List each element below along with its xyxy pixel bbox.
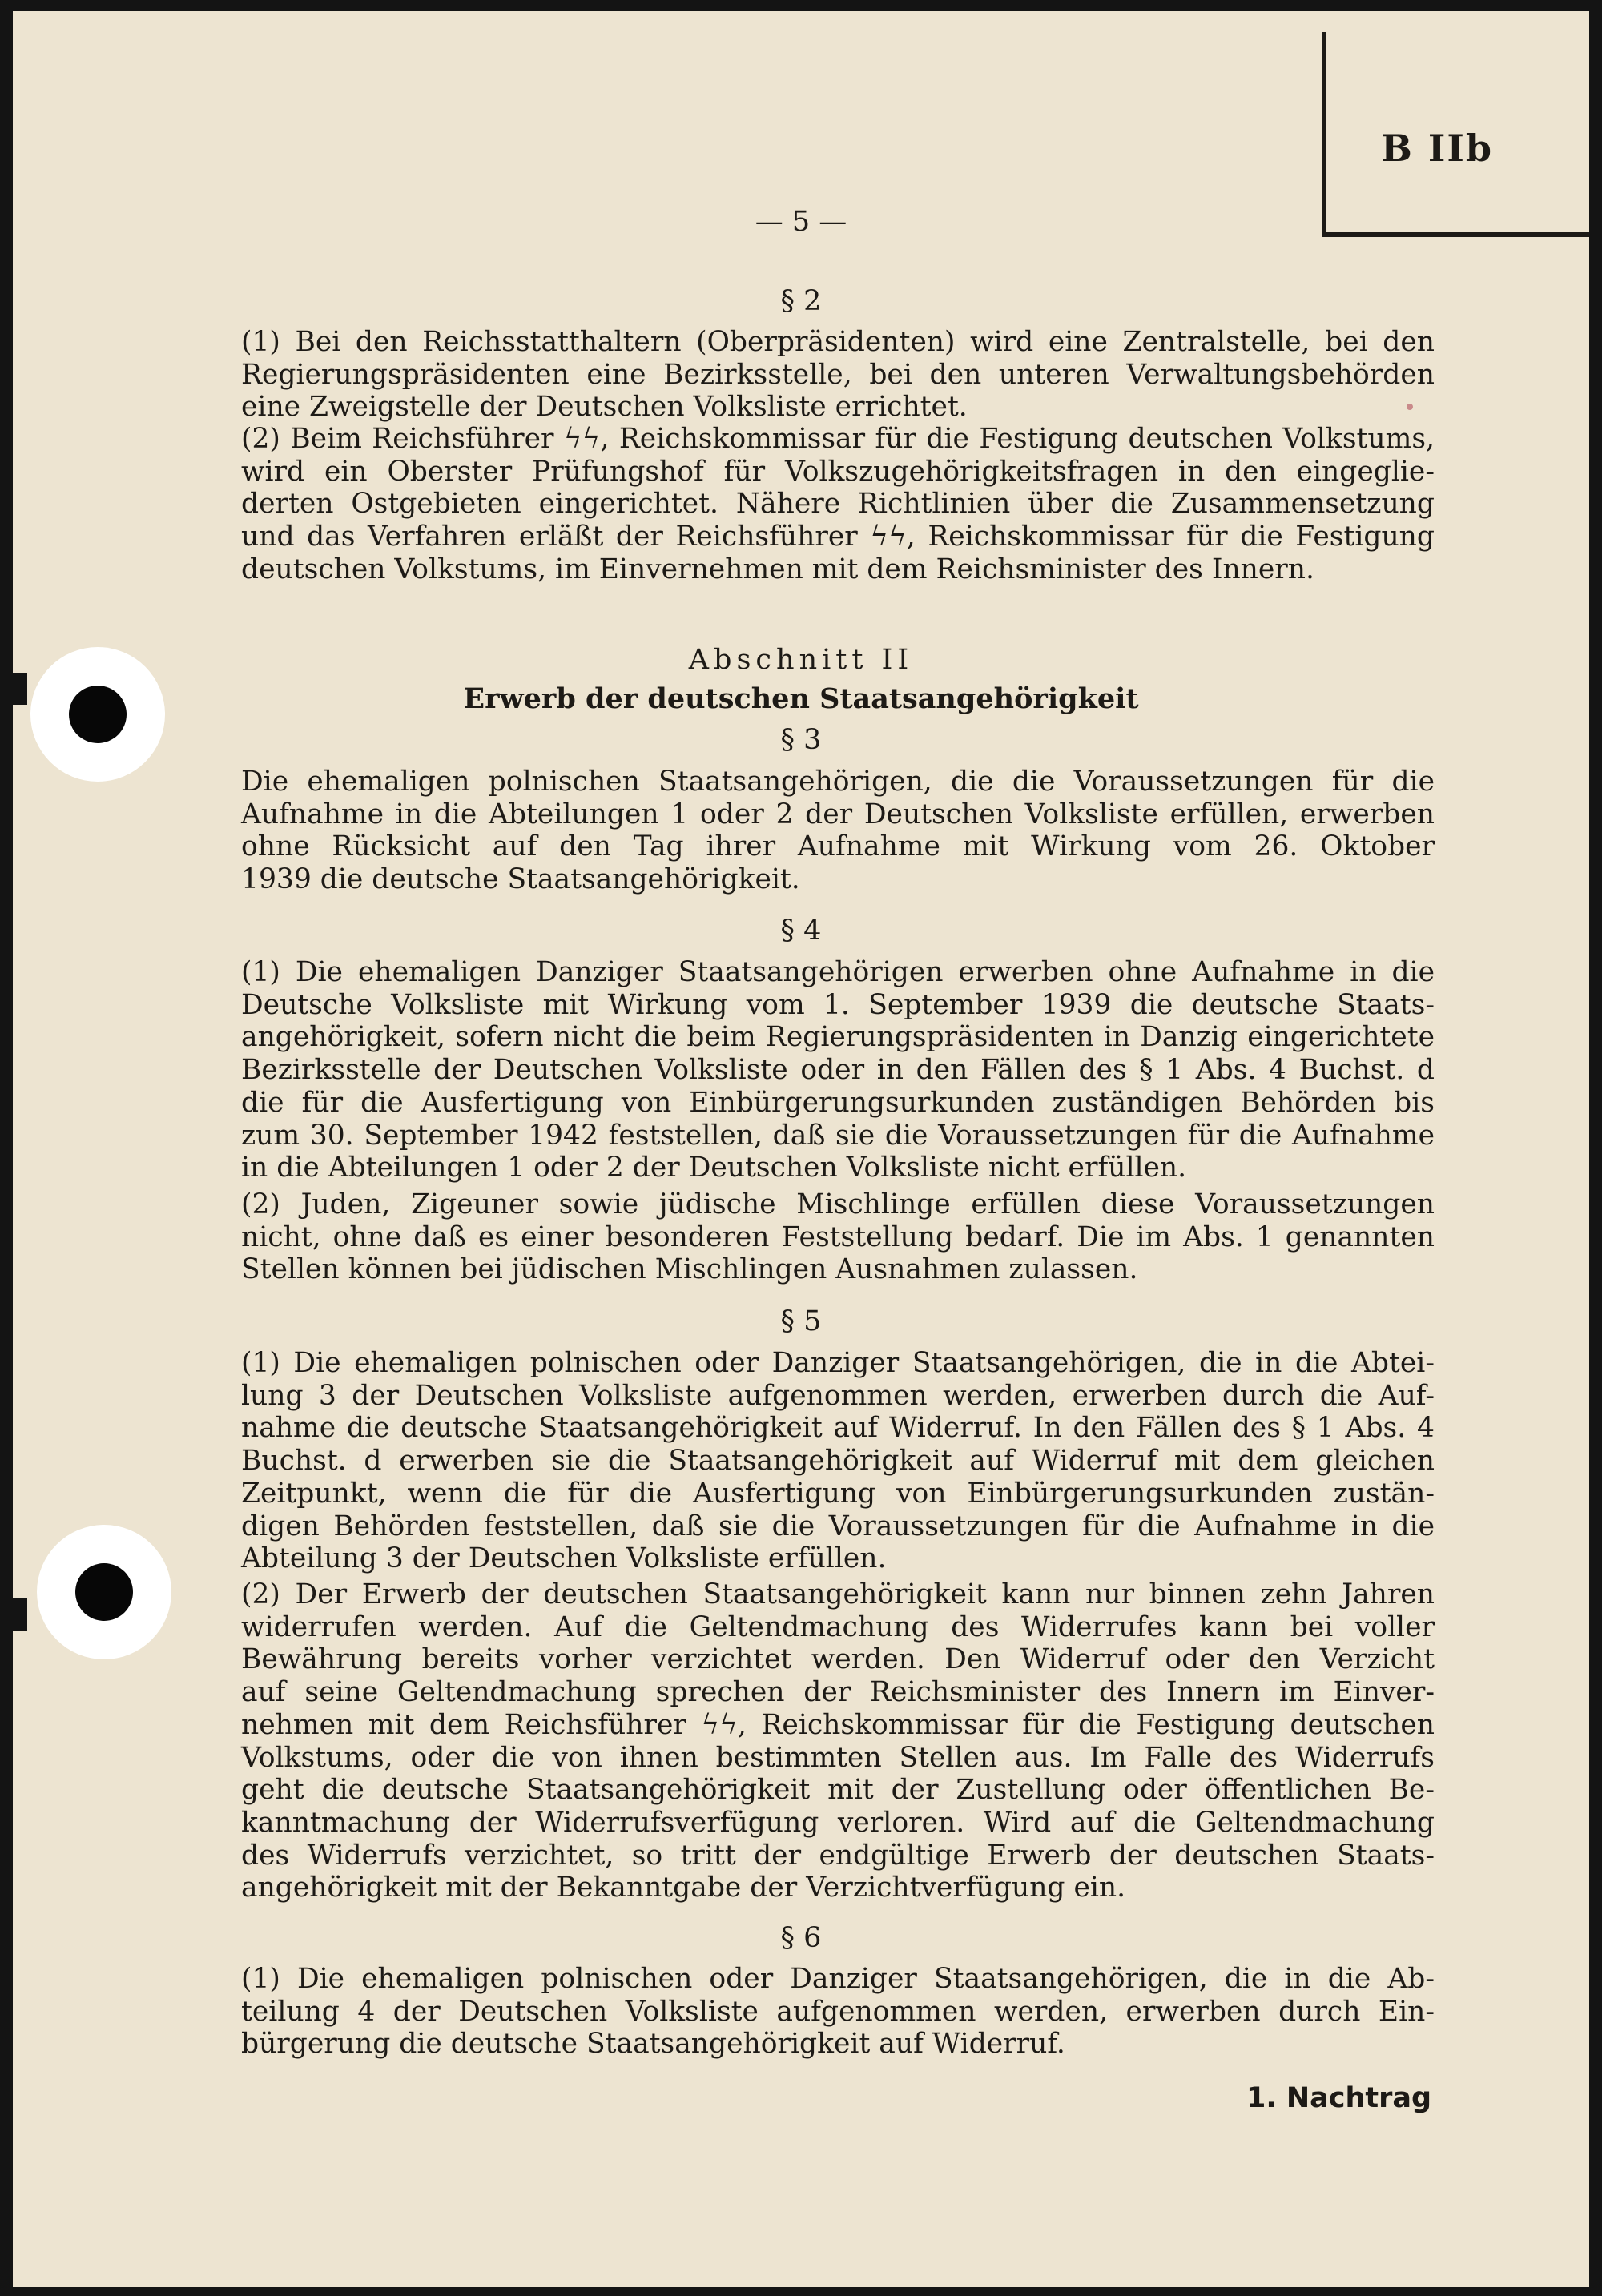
- text-line: Aufnahme in die Abteilungen 1 oder 2 der Deutschen Volksliste erfüllen, erwerben: [241, 798, 1435, 830]
- text-line: eine Zweigstelle der Deutschen Volksliste errichtet.: [241, 391, 968, 424]
- supplement-note: 1. Nachtrag: [1246, 2082, 1432, 2114]
- text-line: widerrufen werden. Auf die Geltendmachung des Widerrufes kann bei voller: [241, 1610, 1435, 1643]
- section-heading-3: § 3: [780, 724, 822, 756]
- text-line: (2) Beim Reichsführer ϟϟ, Reichskommissar für die Festigung deutschen Volkstums,: [241, 423, 1435, 455]
- text-line: Bewährung bereits vorher verzichtet werden. Den Widerruf oder den Verzicht: [241, 1643, 1435, 1676]
- section-heading-6: § 6: [780, 1922, 822, 1954]
- text-line: Deutsche Volksliste mit Wirkung vom 1. September 1939 die deutsche Staats-: [241, 988, 1435, 1021]
- chapter-title: Erwerb der deutschen Staatsangehörigkeit: [463, 682, 1139, 715]
- text-line: angehörigkeit mit der Bekanntgabe der Verzichtverfügung ein.: [241, 1872, 1126, 1904]
- edge-notch: [13, 1598, 27, 1631]
- text-line: (1) Bei den Reichsstatthaltern (Oberpräsidenten) wird eine Zentralstelle, bei den: [241, 326, 1435, 358]
- text-line: (2) Juden, Zigeuner sowie jüdische Mischlinge erfüllen diese Voraussetzungen: [241, 1188, 1435, 1220]
- text-line: kanntmachung der Widerrufsverfügung verloren. Wird auf die Geltendmachung: [241, 1806, 1435, 1839]
- document-page: [13, 11, 1589, 2287]
- text-line: bürgerung die deutsche Staatsangehörigkeit auf Widerruf.: [241, 2028, 1065, 2061]
- text-line: (2) Der Erwerb der deutschen Staatsangehörigkeit kann nur binnen zehn Jahren: [241, 1578, 1435, 1610]
- section-heading-2: § 2: [780, 285, 822, 317]
- section-heading-5: § 5: [780, 1305, 822, 1337]
- paragraph: [241, 956, 1435, 1184]
- text-line: angehörigkeit, sofern nicht die beim Regierungspräsidenten in Danzig eingerichtete: [241, 1021, 1435, 1054]
- paragraph: [241, 326, 1435, 424]
- paragraph: [241, 766, 1435, 896]
- text-line: nicht, ohne daß es einer besonderen Feststellung bedarf. Die im Abs. 1 genannten: [241, 1220, 1435, 1253]
- text-line: des Widerrufs verzichtet, so tritt der endgültige Erwerb der deutschen Staats-: [241, 1839, 1435, 1872]
- text-line: (1) Die ehemaligen polnischen oder Danziger Staatsangehörigen, die in die Abtei-: [241, 1347, 1435, 1379]
- text-line: teilung 4 der Deutschen Volksliste aufgenommen werden, erwerben durch Ein-: [241, 1995, 1435, 2028]
- page-number: — 5 —: [755, 206, 847, 238]
- text-line: geht die deutsche Staatsangehörigkeit mit der Zustellung oder öffentlichen Be-: [241, 1774, 1435, 1807]
- text-line: nehmen mit dem Reichsführer ϟϟ, Reichskommissar für die Festigung deutschen: [241, 1708, 1435, 1741]
- text-line: Volkstums, oder die von ihnen bestimmten Stellen aus. Im Falle des Widerrufs: [241, 1741, 1435, 1774]
- punch-hole: [37, 1525, 171, 1659]
- chapter-label: Abschnitt II: [688, 644, 914, 676]
- text-line: die für die Ausfertigung von Einbürgerungsurkunden zuständigen Behörden bis: [241, 1086, 1435, 1119]
- text-line: wird ein Oberster Prüfungshof für Volkszugehörigkeitsfragen in den eingeglie-: [241, 455, 1435, 488]
- text-line: (1) Die ehemaligen polnischen oder Danziger Staatsangehörigen, die in die Ab-: [241, 1963, 1435, 1995]
- text-line: Abteilung 3 der Deutschen Volksliste erfüllen.: [241, 1542, 887, 1575]
- paragraph: [241, 1963, 1435, 2061]
- text-line: und das Verfahren erläßt der Reichsführer ϟϟ, Reichskommissar für die Festigung: [241, 521, 1435, 553]
- paragraph: [241, 1347, 1435, 1575]
- text-line: nahme die deutsche Staatsangehörigkeit auf Widerruf. In den Fällen des § 1 Abs. 4: [241, 1412, 1435, 1445]
- paragraph: [241, 423, 1435, 586]
- text-line: Stellen können bei jüdischen Mischlingen Ausnahmen zulassen.: [241, 1253, 1138, 1286]
- text-line: in die Abteilungen 1 oder 2 der Deutschen Volksliste nicht erfüllen.: [241, 1152, 1187, 1184]
- text-line: Regierungspräsidenten eine Bezirksstelle, bei den unteren Verwaltungsbehörden: [241, 358, 1435, 391]
- text-line: ohne Rücksicht auf den Tag ihrer Aufnahme mit Wirkung vom 26. Oktober: [241, 830, 1435, 863]
- text-line: Die ehemaligen polnischen Staatsangehörigen, die die Voraussetzungen für die: [241, 766, 1435, 798]
- text-line: 1939 die deutsche Staatsangehörigkeit.: [241, 863, 800, 896]
- text-line: digen Behörden feststellen, daß sie die Voraussetzungen für die Aufnahme in die: [241, 1510, 1435, 1542]
- text-line: Zeitpunkt, wenn die für die Ausfertigung von Einbürgerungsurkunden zustän-: [241, 1477, 1435, 1510]
- text-line: deutschen Volkstums, im Einvernehmen mit dem Reichsminister des Innern.: [241, 553, 1314, 585]
- tab-label: B IIb: [1381, 127, 1494, 170]
- text-line: auf seine Geltendmachung sprechen der Reichsminister des Innern im Einver-: [241, 1676, 1435, 1709]
- text-line: (1) Die ehemaligen Danziger Staatsangehörigen erwerben ohne Aufnahme in die: [241, 956, 1435, 988]
- text-line: lung 3 der Deutschen Volksliste aufgenommen werden, erwerben durch die Auf-: [241, 1379, 1435, 1412]
- text-line: Buchst. d erwerben sie die Staatsangehörigkeit auf Widerruf mit dem gleichen: [241, 1445, 1435, 1478]
- text-line: Bezirksstelle der Deutschen Volksliste oder in den Fällen des § 1 Abs. 4 Buchst. d: [241, 1054, 1435, 1087]
- section-heading-4: § 4: [780, 915, 822, 947]
- paragraph: [241, 1188, 1435, 1286]
- text-line: derten Ostgebieten eingerichtet. Nähere Richtlinien über die Zusammensetzung: [241, 488, 1435, 521]
- paragraph: [241, 1578, 1435, 1904]
- text-line: zum 30. September 1942 feststellen, daß sie die Voraussetzungen für die Aufnahme: [241, 1119, 1435, 1152]
